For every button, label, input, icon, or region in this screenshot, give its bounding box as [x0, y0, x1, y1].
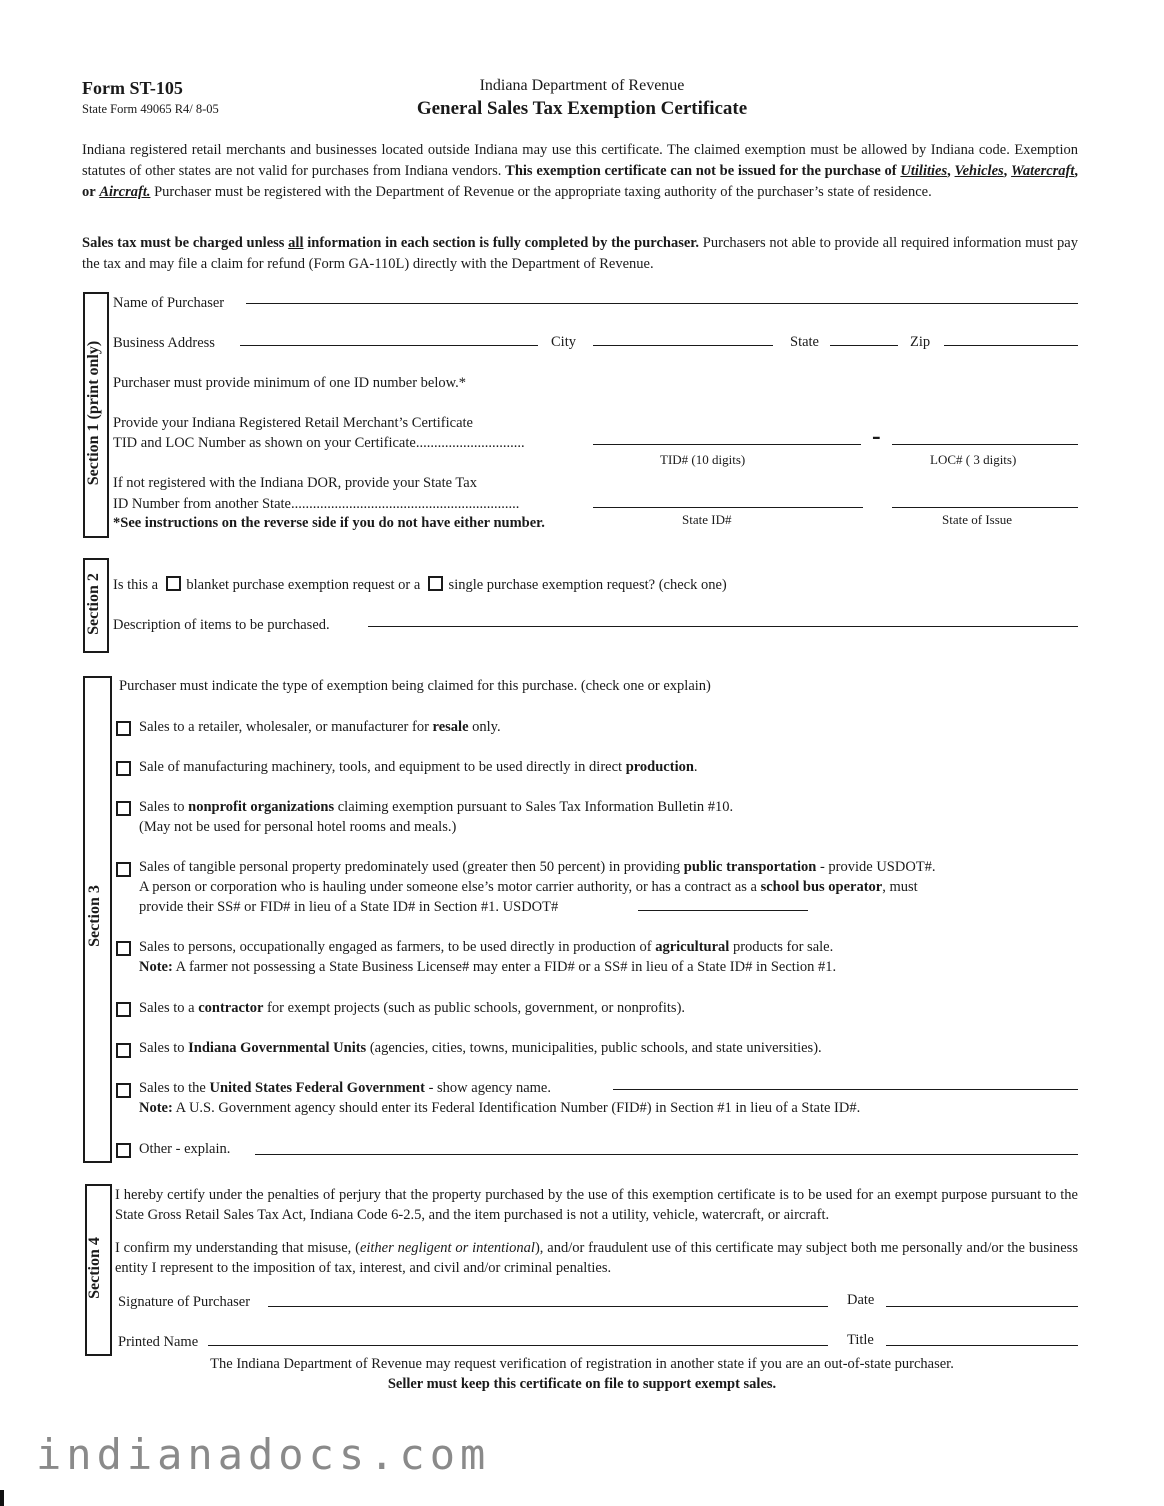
federal-government-note: Note: A U.S. Government agency should enter its Federal Identification Number (FID#) in Section #1 in lieu of a State ID#. [139, 1100, 861, 1116]
tid-loc-dash: - [872, 421, 881, 450]
watermark: indianadocs.com [36, 1430, 491, 1479]
state-id-field[interactable] [593, 507, 863, 508]
federal-government-checkbox[interactable] [116, 1083, 131, 1098]
agricultural-option: Sales to persons, occupationally engaged as farmers, to be used directly in production of agricultural products for sale. [139, 939, 834, 955]
zip-field[interactable] [944, 345, 1078, 346]
printed-name-field[interactable] [208, 1345, 828, 1346]
section-1-label: Section 1 (print only) [85, 340, 102, 486]
intro-utilities: Utilities [900, 163, 948, 179]
intro2-text-b: information in each section is fully completed by the purchaser. [307, 235, 700, 251]
purchaser-name-label: Name of Purchaser [113, 295, 225, 311]
intro-aircraft: Aircraft. [99, 184, 151, 200]
tid-caption: TID# (10 digits) [660, 452, 746, 467]
state-label: State [790, 334, 819, 350]
keep-on-file-note: Seller must keep this certificate on file to support exempt sales. [387, 1376, 777, 1392]
governmental-units-option: Sales to Indiana Governmental Units (agencies, cities, towns, municipalities, public schools, and state universities). [139, 1040, 822, 1056]
other-explain-field[interactable] [255, 1154, 1078, 1155]
governmental-units-checkbox[interactable] [116, 1043, 131, 1058]
exemption-intro: Purchaser must indicate the type of exemption being claimed for this purchase. (check one or explain) [119, 678, 711, 694]
see-instructions: *See instructions on the reverse side if you do not have either number. [113, 515, 545, 531]
intro2-text-a: Sales tax must be charged unless [82, 235, 285, 251]
signature-label: Signature of Purchaser [118, 1294, 251, 1310]
loc-caption: LOC# ( 3 digits) [930, 452, 1017, 467]
business-address-field[interactable] [240, 345, 538, 346]
city-field[interactable] [593, 345, 773, 346]
date-label: Date [847, 1292, 875, 1308]
title-label: Title [847, 1332, 874, 1348]
zip-label: Zip [910, 334, 931, 350]
public-transportation-option: Sales of tangible personal property predominately used (greater then 50 percent) in providing public transportation - provide USDOT#. [139, 859, 936, 875]
resale-option: Sales to a retailer, wholesaler, or manufacturer for resale only. [139, 719, 501, 735]
intro-watercraft: Watercraft [1011, 163, 1075, 179]
intro-text-c: Purchaser must be registered with the Department of Revenue or the appropriate taxing authority of the purchaser’s state of residence. [154, 184, 932, 200]
state-of-issue-caption: State of Issue [942, 512, 1013, 527]
state-of-issue-field[interactable] [892, 507, 1078, 508]
resale-checkbox[interactable] [116, 721, 131, 736]
rrmc-instruction-1: Provide your Indiana Registered Retail Merchant’s Certificate [113, 415, 473, 431]
blanket-purchase-checkbox[interactable] [166, 576, 181, 591]
state-field[interactable] [830, 345, 898, 346]
question-text-b: blanket purchase exemption request or a [186, 577, 421, 593]
section-4-label: Section 4 [86, 1237, 103, 1299]
nonprofit-option: Sales to nonprofit organizations claiming exemption pursuant to Sales Tax Information Bulletin #10. [139, 799, 734, 815]
rrmc-instruction-2: TID and LOC Number as shown on your Certificate.............................. [113, 435, 525, 451]
min-id-note: Purchaser must provide minimum of one ID number below.* [113, 375, 467, 391]
form-title: General Sales Tax Exemption Certificate [416, 98, 748, 119]
tid-field[interactable] [593, 444, 861, 445]
date-field[interactable] [886, 1306, 1078, 1307]
purchaser-name-field[interactable] [246, 303, 1078, 304]
loc-field[interactable] [892, 444, 1078, 445]
federal-government-option: Sales to the United States Federal Government - show agency name. [139, 1080, 551, 1096]
agricultural-note: Note: A farmer not possessing a State Business License# may enter a FID# or a SS# in lieu of a State ID# in Section #1. [139, 959, 837, 975]
not-registered-1: If not registered with the Indiana DOR, provide your State Tax [113, 475, 477, 491]
intro-paragraph-2 [82, 233, 1078, 275]
confirmation-statement: I confirm my understanding that misuse, (either negligent or intentional), and/or fraudulent use of this certificate may subject both me personally and/or the business entity I represent to the imposition of tax, interest, and civil and/or criminal penalties. [115, 1240, 1078, 1276]
scan-edge-mark [0, 1490, 4, 1506]
question-text-c: single purchase exemption request? (check one) [448, 577, 727, 593]
question-text-a: Is this a [113, 577, 159, 593]
public-transportation-checkbox[interactable] [116, 862, 131, 877]
department-name: Indiana Department of Revenue [479, 77, 685, 94]
description-label: Description of items to be purchased. [113, 617, 330, 633]
intro2-text-c: Purchasers not able to provide all required information must pay the tax and may file a claim for refund (Form GA-110L) directly with the Department of Revenue. [82, 235, 1078, 272]
city-label: City [551, 334, 576, 350]
agricultural-checkbox[interactable] [116, 941, 131, 956]
title-field[interactable] [886, 1345, 1078, 1346]
other-checkbox[interactable] [116, 1143, 131, 1158]
nonprofit-checkbox[interactable] [116, 801, 131, 816]
section-3-label: Section 3 [86, 885, 103, 947]
verification-note: The Indiana Department of Revenue may request verification of registration in another state if you are an out-of-state purchaser. [210, 1356, 954, 1372]
intro-text-b: This exemption certificate can not be issued for the purchase of [505, 163, 897, 179]
contractor-option: Sales to a contractor for exempt projects (such as public schools, government, or nonprofits). [139, 1000, 686, 1016]
not-registered-2: ID Number from another State............................................................... [113, 496, 520, 512]
description-field[interactable] [368, 626, 1078, 627]
nonprofit-note: (May not be used for personal hotel rooms and meals.) [139, 819, 457, 835]
usdot-label: provide their SS# or FID# in lieu of a State ID# in Section #1. USDOT# [139, 899, 559, 915]
printed-name-label: Printed Name [118, 1334, 199, 1350]
state-id-caption: State ID# [682, 512, 732, 527]
signature-field[interactable] [268, 1306, 828, 1307]
public-transportation-detail: A person or corporation who is hauling under someone else’s motor carrier authority, or has a contract as a school bus operator, must [139, 879, 918, 895]
contractor-checkbox[interactable] [116, 1002, 131, 1017]
intro-text-a: Indiana registered retail merchants and businesses located outside Indiana may use this certificate. The claimed exemption must be allowed by Indiana code. Exemption statutes of other states are not valid for purchases from Indiana vendors. [82, 142, 1078, 179]
single-purchase-checkbox[interactable] [428, 576, 443, 591]
state-form-number: State Form 49065 R4/ 8-05 [82, 102, 219, 116]
form-number: Form ST-105 [82, 78, 183, 98]
business-address-label: Business Address [113, 335, 215, 351]
section-2-label: Section 2 [85, 573, 102, 635]
intro2-all: all [288, 235, 304, 251]
production-checkbox[interactable] [116, 761, 131, 776]
section-2-question [113, 574, 727, 595]
production-option: Sale of manufacturing machinery, tools, and equipment to be used directly in direct production. [139, 759, 698, 775]
usdot-field[interactable] [638, 910, 808, 911]
intro-vehicles: Vehicles [954, 163, 1004, 179]
certification-statement: I hereby certify under the penalties of perjury that the property purchased by the use of this exemption certificate is to be used for an exempt purpose pursuant to the State Gross Retail Sales Tax Act, Indiana Code 6-2.5, and the item purchased is not a utility, vehicle, watercraft, or aircraft. [115, 1187, 1078, 1223]
agency-name-field[interactable] [613, 1089, 1078, 1090]
intro-or: , or [82, 163, 1079, 200]
other-option: Other - explain. [139, 1141, 231, 1157]
intro-paragraph-1: Indiana registered retail merchants and businesses located outside Indiana may use this certificate. The claimed exemption must be allowed by Indiana code. Exemption statutes of other states are not valid for purchases from Indiana vendors. This exemption certificate can not be issued for the purchase of Utilities, Vehicles, Watercraft, or Aircraft. Purchaser must be registered with the Department of Revenue or the appropriate taxing authority of the purchaser’s state of residence. [82, 142, 1079, 200]
